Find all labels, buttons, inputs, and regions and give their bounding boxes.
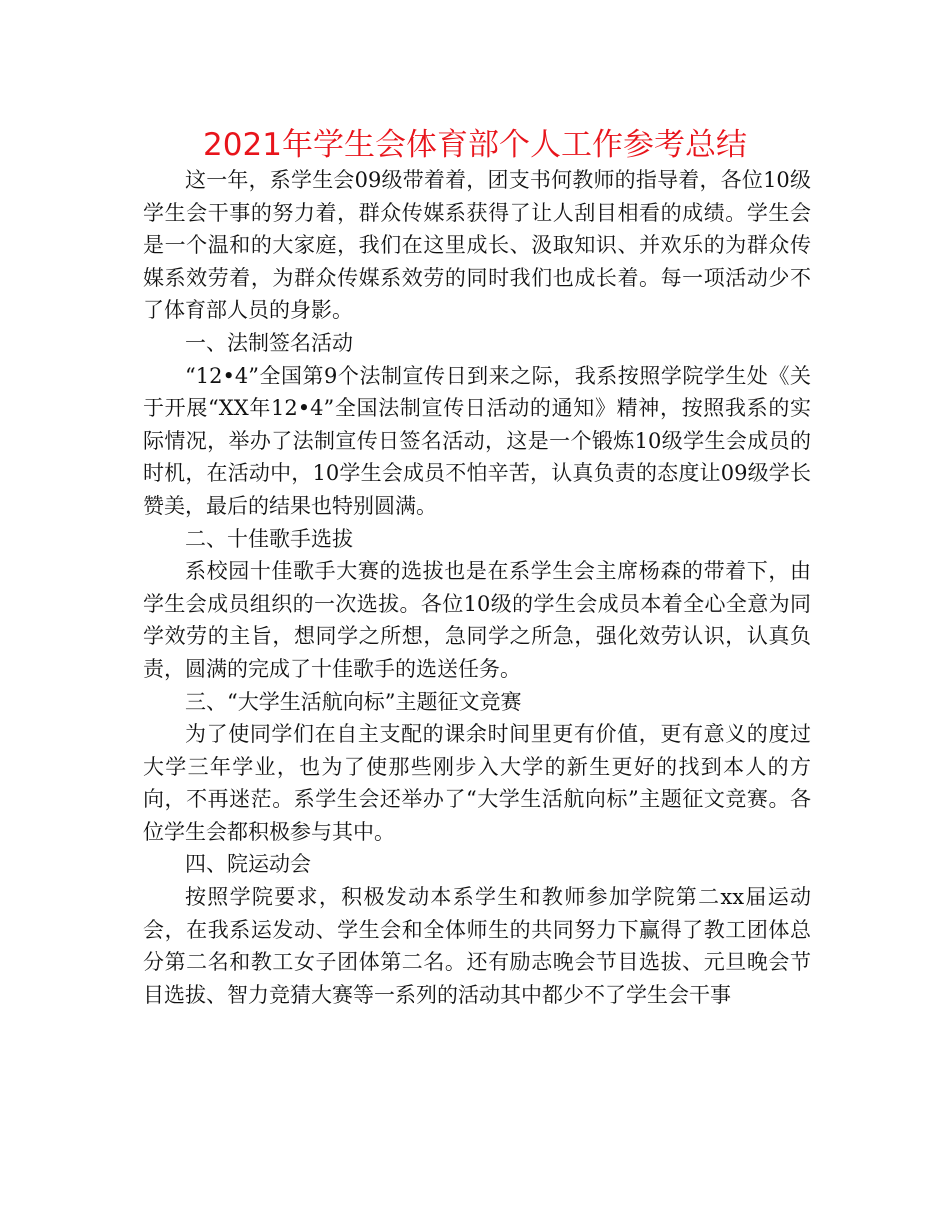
document-title: 2021年学生会体育部个人工作参考总结 [203,127,747,163]
paragraph-law-signing: “12•4”全国第9个法制宣传日到来之际，我系按照学院学生处《关于开展“XX年12•4”全国法制宣传日活动的通知》精神，按照我系的实际情况，举办了法制宣传日签名活动，这是一个锻炼10级学生会成员的时机，在活动中，10学生会成员不怕辛苦，认真负责的态度让09级学长赞美，最后的结果也特别圆满。 [143,363,811,518]
section-heading-essay-contest: 三、“大学生活航向标”主题征文竞赛 [185,689,522,714]
paragraph-sports-meet: 按照学院要求，积极发动本系学生和教师参加学院第二xx届运动会，在我系运发动、学生会和全体师生的共同努力下赢得了教工团体总分第二名和教工女子团体第二名。还有励志晚会节目选拔、元旦晚会节目选拔、智力竞猜大赛等一系列的活动其中都少不了学生会干事 [143,885,811,1007]
paragraph-top-ten-singers: 系校园十佳歌手大赛的选拔也是在系学生会主席杨森的带着下，由学生会成员组织的一次选拔。各位10级的学生会成员本着全心全意为同学效劳的主旨，想同学之所想，急同学之所急，强化效劳认识，认真负责，圆满的完成了十佳歌手的选送任务。 [143,559,811,681]
section-heading-law-signing: 一、法制签名活动 [185,330,353,355]
section-heading-sports-meet: 四、院运动会 [185,852,311,877]
paragraph-intro: 这一年，系学生会09级带着着，团支书何教师的指导着，各位10级学生会干事的努力着，群众传媒系获得了让人刮目相看的成绩。学生会是一个温和的大家庭，我们在这里成长、汲取知识、并欢乐的为群众传媒系效劳着，为群众传媒系效劳的同时我们也成长着。每一项活动少不了体育部人员的身影。 [143,168,811,323]
paragraph-essay-contest: 为了使同学们在自主支配的课余时间里更有价值，更有意义的度过大学三年学业，也为了使那些刚步入大学的新生更好的找到本人的方向，不再迷茫。系学生会还举办了“大学生活航向标”主题征文竞赛。各位学生会都积极参与其中。 [143,722,811,844]
document-body [143,164,811,1011]
section-heading-top-ten-singers: 二、十佳歌手选拔 [185,526,353,551]
